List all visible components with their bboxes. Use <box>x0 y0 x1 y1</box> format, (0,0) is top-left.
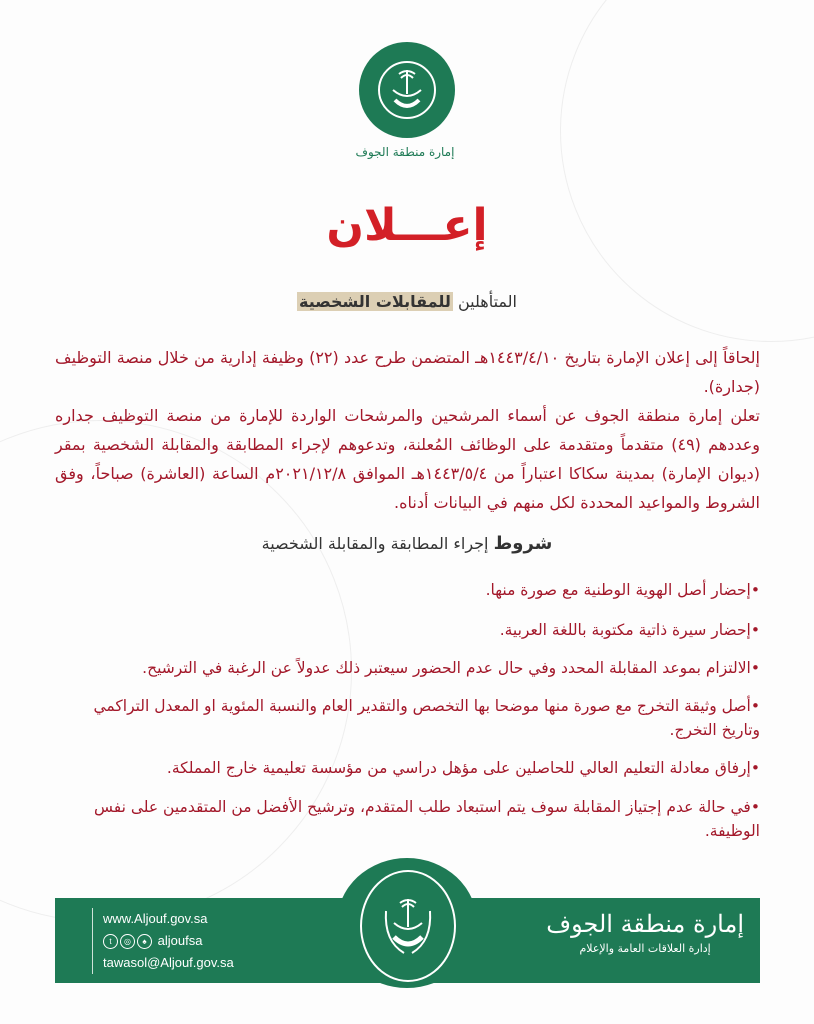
paragraph-intro: إلحاقاً إلى إعلان الإمارة بتاريخ ١٤٤٣/٤/١٠هـ المتضمن طرح عدد (٢٢) وظيفة إدارية من خلال منصة التوظيف (جدارة). <box>55 348 760 396</box>
logo-caption: إمارة منطقة الجوف <box>355 145 455 159</box>
conditions-heading-rest: إجراء المطابقة والمقابلة الشخصية <box>261 534 489 553</box>
condition-item: •أصل وثيقة التخرج مع صورة منها موضحا بها التخصص والتقدير العام والنسبة المئوية او المعدل التراكمي وتاريخ التخرج. <box>93 697 760 739</box>
paragraph-main: تعلن إمارة منطقة الجوف عن أسماء المرشحين والمرشحات الواردة للإمارة من منصة التوظيف جداره وعددهم (٤٩) متقدماً ومتقدمة على الوظائف المُعلنة، وتدعوهم لإجراء المطابقة والمقابلة الشخصية بمقر (ديوان الإمارة) بمدينة سكاكا اعتباراً من ١٤٤٣/٥/٤هـ الموافق ٢٠٢١/١٢/٨م الساعة (العاشرة) صباحاً، وفق الشروط والمواعيد المحددة لكل منهم في البيانات أدناه. <box>55 406 760 512</box>
subtitle <box>0 292 814 311</box>
subtitle-prefix: المتأهلين <box>457 292 517 311</box>
contact-info <box>92 908 234 974</box>
condition-item: •إرفاق معادلة التعليم العالي للحاصلين على مؤهل دراسي من مؤسسة تعليمية خارج المملكة. <box>166 759 760 777</box>
palm-swords-icon <box>378 891 438 961</box>
social-row <box>103 930 234 952</box>
conditions-heading <box>0 533 814 554</box>
page-title: إعـــلان <box>326 200 488 251</box>
condition-item: •إحضار أصل الهوية الوطنية مع صورة منها. <box>485 581 760 599</box>
footer-emblem <box>360 870 456 982</box>
brand-subtitle: إدارة العلاقات العامة والإعلام <box>579 942 711 955</box>
emblem-logo <box>359 42 455 138</box>
watermark <box>560 0 814 342</box>
brand-name: إمارة منطقة الجوف <box>546 910 744 938</box>
condition-item: •في حالة عدم إجتياز المقابلة سوف يتم استبعاد طلب المتقدم، وترشيح الأفضل من المتقدمين على نفس الوظيفة. <box>93 798 760 840</box>
footer-brand <box>546 910 744 955</box>
social-handle[interactable]: aljoufsa <box>157 933 203 948</box>
website-link[interactable]: www.Aljouf.gov.sa <box>103 911 208 926</box>
conditions-heading-bold: شروط <box>493 533 553 554</box>
twitter-icon[interactable]: t <box>103 934 118 949</box>
instagram-icon[interactable]: ◎ <box>120 934 135 949</box>
palm-swords-icon <box>377 60 437 120</box>
condition-item: •إحضار سيرة ذاتية مكتوبة باللغة العربية. <box>499 621 760 639</box>
subtitle-highlight: للمقابلات الشخصية <box>298 292 451 311</box>
snapchat-icon[interactable]: ♠ <box>137 934 152 949</box>
condition-item: •الالتزام بموعد المقابلة المحدد وفي حال عدم الحضور سيعتبر ذلك عدولاً عن الرغبة في الترشيح. <box>142 659 760 677</box>
email-link[interactable]: tawasol@Aljouf.gov.sa <box>103 955 234 970</box>
